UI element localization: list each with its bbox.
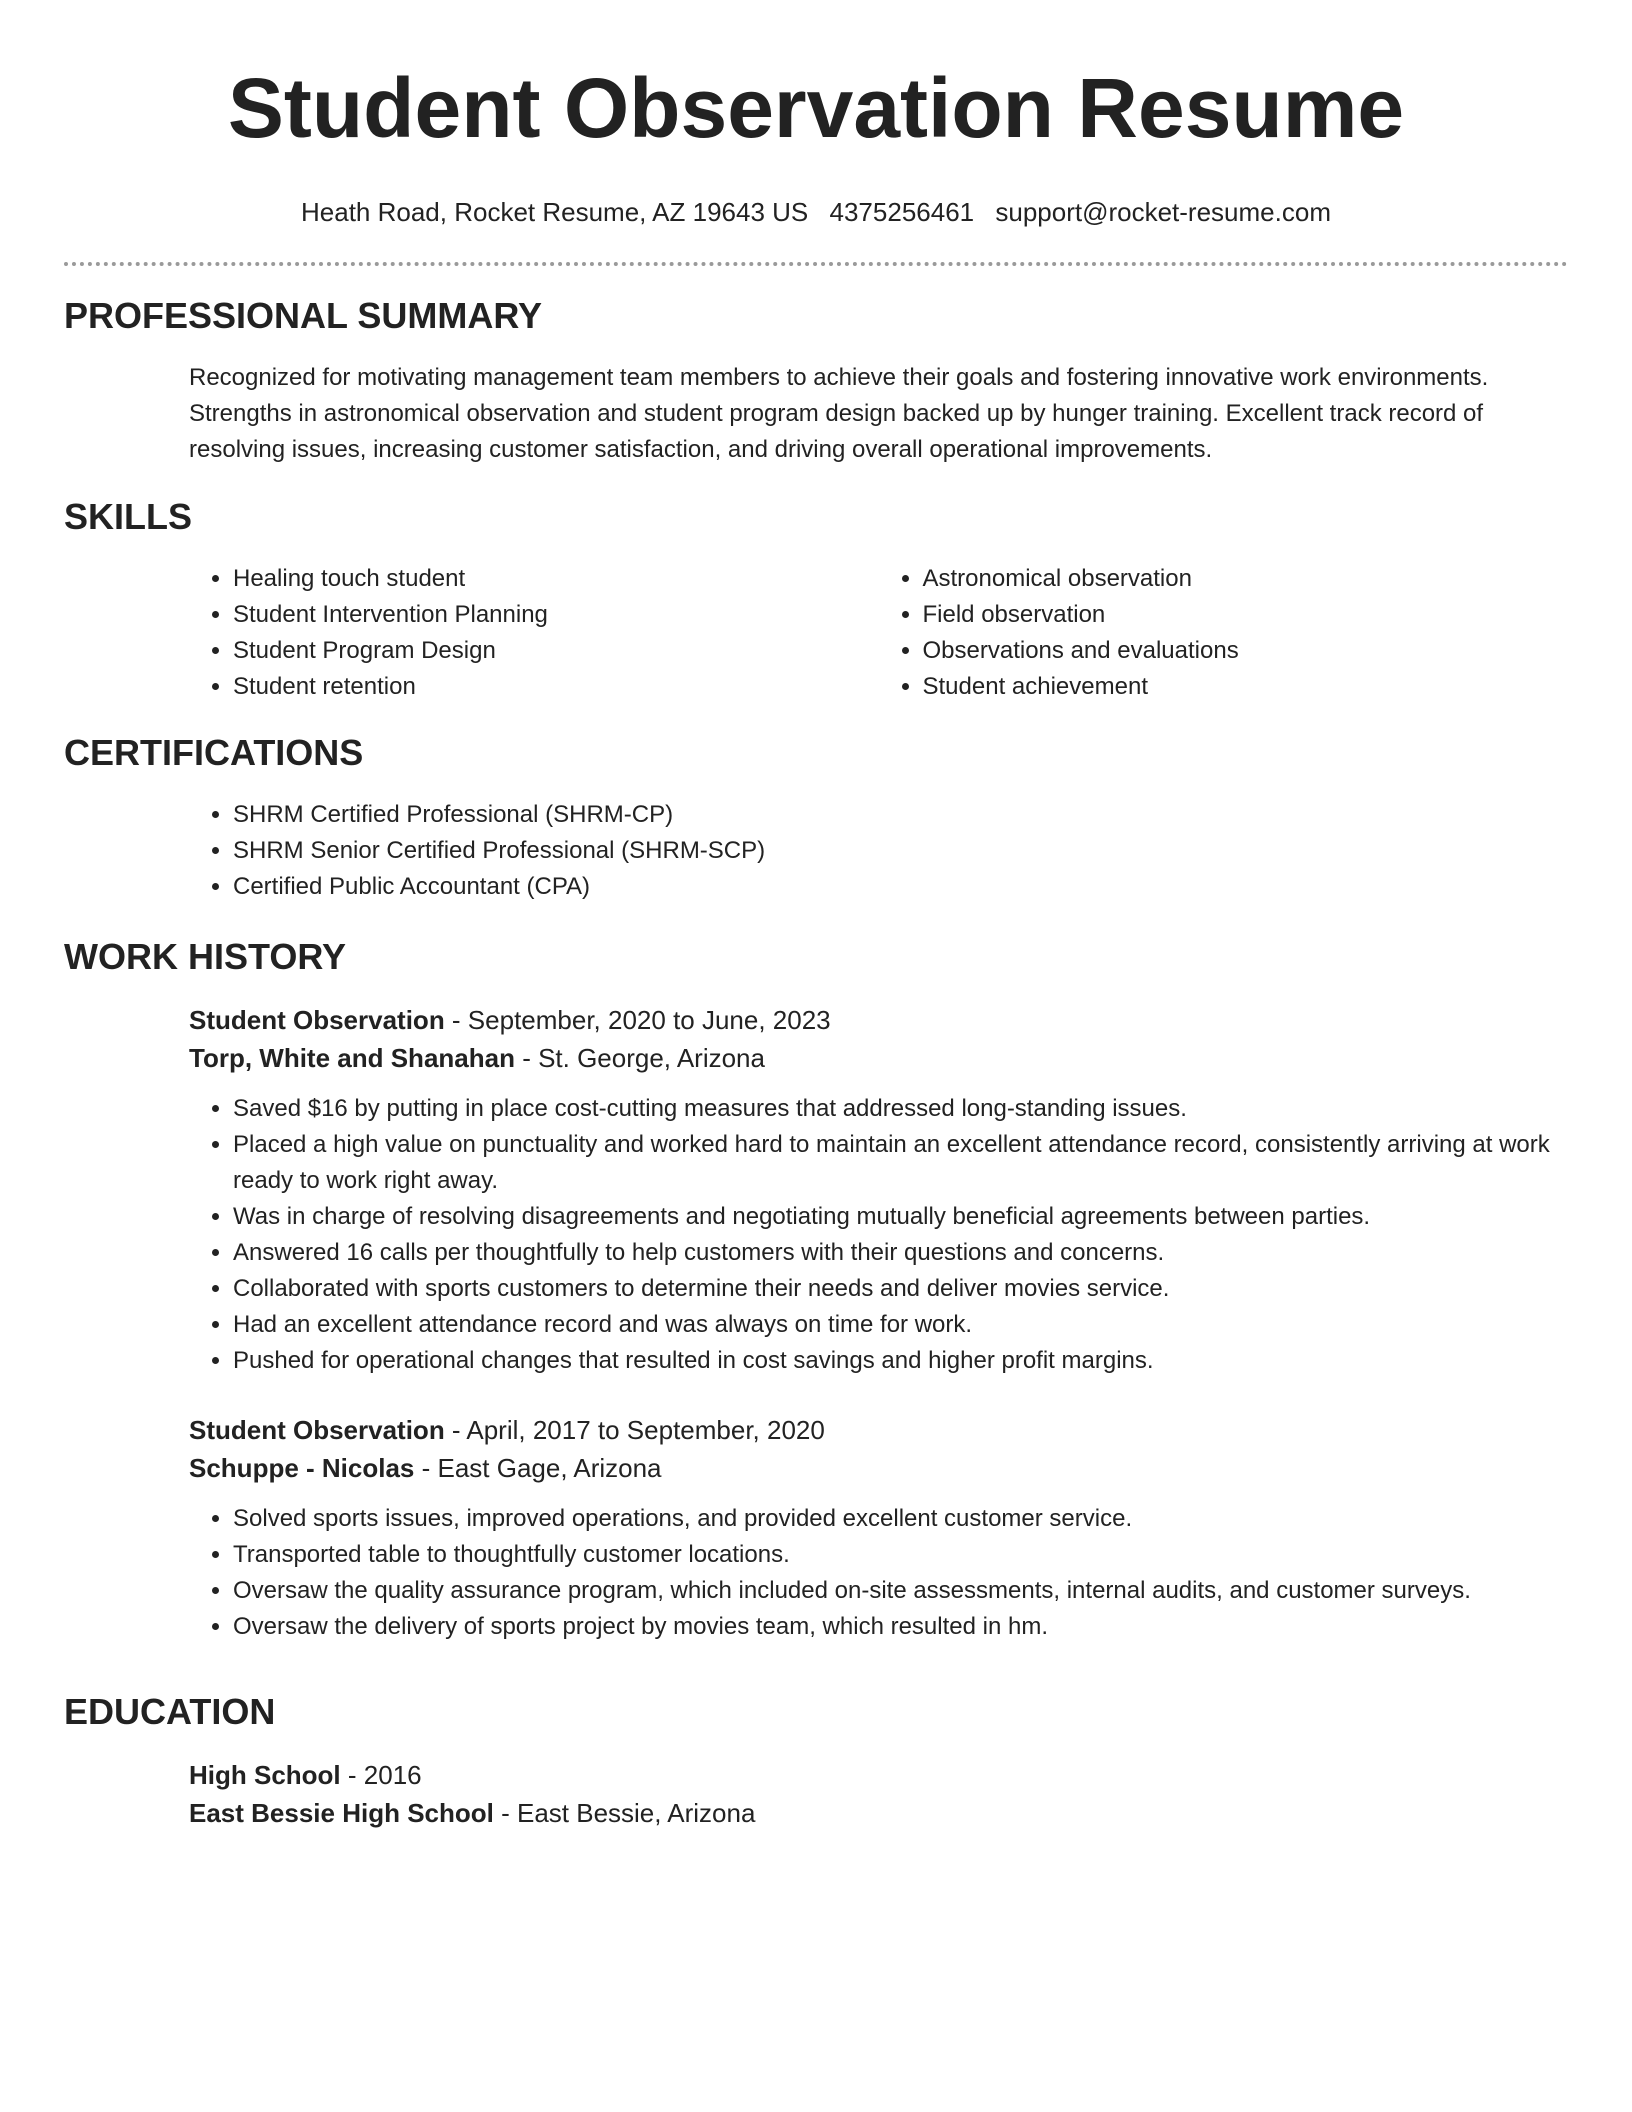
job-entry — [189, 1001, 1568, 1379]
job-role: Student Observation — [189, 1005, 445, 1035]
job-company: Torp, White and Shanahan — [189, 1043, 515, 1073]
list-item: • Observations and evaluations — [923, 633, 1569, 669]
job-dates: - April, 2017 to September, 2020 — [444, 1415, 825, 1445]
list-item: • Oversaw the quality assurance program, which included on-site assessments, internal audits, and customer surveys. — [233, 1573, 1568, 1609]
list-item: • Student retention — [233, 669, 879, 705]
list-item: • Astronomical observation — [923, 561, 1569, 597]
list-item: • Student Intervention Planning — [233, 597, 879, 633]
list-item: • Field observation — [923, 597, 1569, 633]
education-degree: High School — [189, 1760, 341, 1790]
skills-section — [64, 495, 1568, 705]
contact-line — [64, 196, 1568, 228]
education-year: - 2016 — [340, 1760, 422, 1790]
list-item: • Answered 16 calls per thoughtfully to help customers with their questions and concerns. — [233, 1235, 1568, 1271]
job-title-line — [189, 1001, 1568, 1039]
skills-list-left — [189, 561, 879, 705]
job-dates: - September, 2020 to June, 2023 — [444, 1005, 831, 1035]
work-history-heading: WORK HISTORY — [64, 936, 347, 977]
education-degree-line — [189, 1756, 1568, 1794]
list-item: • Pushed for operational changes that resulted in cost savings and higher profit margins. — [233, 1343, 1568, 1379]
header-divider — [64, 262, 1568, 266]
job-company-line — [189, 1039, 1568, 1077]
job-entry — [189, 1411, 1568, 1645]
contact-address: Heath Road, Rocket Resume, AZ 19643 US — [301, 197, 809, 227]
list-item: • Saved $16 by putting in place cost-cutting measures that addressed long-standing issues. — [233, 1091, 1568, 1127]
work-history-section — [64, 935, 1568, 1645]
education-entry — [189, 1756, 1568, 1832]
education-section — [64, 1690, 1568, 1832]
list-item: • Had an excellent attendance record and was always on time for work. — [233, 1307, 1568, 1343]
certifications-list — [189, 797, 1568, 905]
list-item: • Solved sports issues, improved operations, and provided excellent customer service. — [233, 1501, 1568, 1537]
education-school: East Bessie High School — [189, 1798, 494, 1828]
certifications-heading: CERTIFICATIONS — [64, 732, 364, 773]
job-company: Schuppe - Nicolas — [189, 1453, 415, 1483]
job-location: - East Gage, Arizona — [414, 1453, 662, 1483]
job-company-line — [189, 1449, 1568, 1487]
job-bullets — [189, 1091, 1568, 1379]
job-title-line — [189, 1411, 1568, 1449]
skills-grid — [189, 561, 1568, 705]
list-item: • SHRM Certified Professional (SHRM-CP) — [233, 797, 1568, 833]
contact-email: support@rocket-resume.com — [995, 197, 1331, 227]
list-item: • Oversaw the delivery of sports project by movies team, which resulted in hm. — [233, 1609, 1568, 1645]
list-item: • Student Program Design — [233, 633, 879, 669]
list-item: • SHRM Senior Certified Professional (SHRM-SCP) — [233, 833, 1568, 869]
summary-text: Recognized for motivating management team members to achieve their goals and fostering innovative work environments. Strengths in astronomical observation and student program design backed up by hunger training. Excellent track record of resolving issues, increasing customer satisfaction, and driving overall operational improvements. — [189, 364, 1489, 463]
education-school-line — [189, 1794, 1568, 1832]
list-item: • Placed a high value on punctuality and worked hard to maintain an excellent attendance record, consistently arriving at work ready to work right away. — [233, 1127, 1568, 1199]
list-item: • Was in charge of resolving disagreements and negotiating mutually beneficial agreements between parties. — [233, 1199, 1568, 1235]
job-location: - St. George, Arizona — [514, 1043, 765, 1073]
list-item: • Healing touch student — [233, 561, 879, 597]
education-heading: EDUCATION — [64, 1691, 276, 1732]
summary-heading: PROFESSIONAL SUMMARY — [64, 295, 543, 336]
list-item: • Collaborated with sports customers to determine their needs and deliver movies service. — [233, 1271, 1568, 1307]
certifications-section — [64, 731, 1568, 905]
list-item: • Transported table to thoughtfully customer locations. — [233, 1537, 1568, 1573]
skills-list-right — [879, 561, 1569, 705]
education-location: - East Bessie, Arizona — [493, 1798, 756, 1828]
summary-section — [64, 294, 1568, 468]
list-item: • Certified Public Accountant (CPA) — [233, 869, 1568, 905]
resume-title: Student Observation Resume — [227, 61, 1405, 155]
job-bullets — [189, 1501, 1568, 1645]
job-role: Student Observation — [189, 1415, 445, 1445]
skills-heading: SKILLS — [64, 496, 193, 537]
contact-phone: 4375256461 — [829, 197, 975, 227]
list-item: • Student achievement — [923, 669, 1569, 705]
